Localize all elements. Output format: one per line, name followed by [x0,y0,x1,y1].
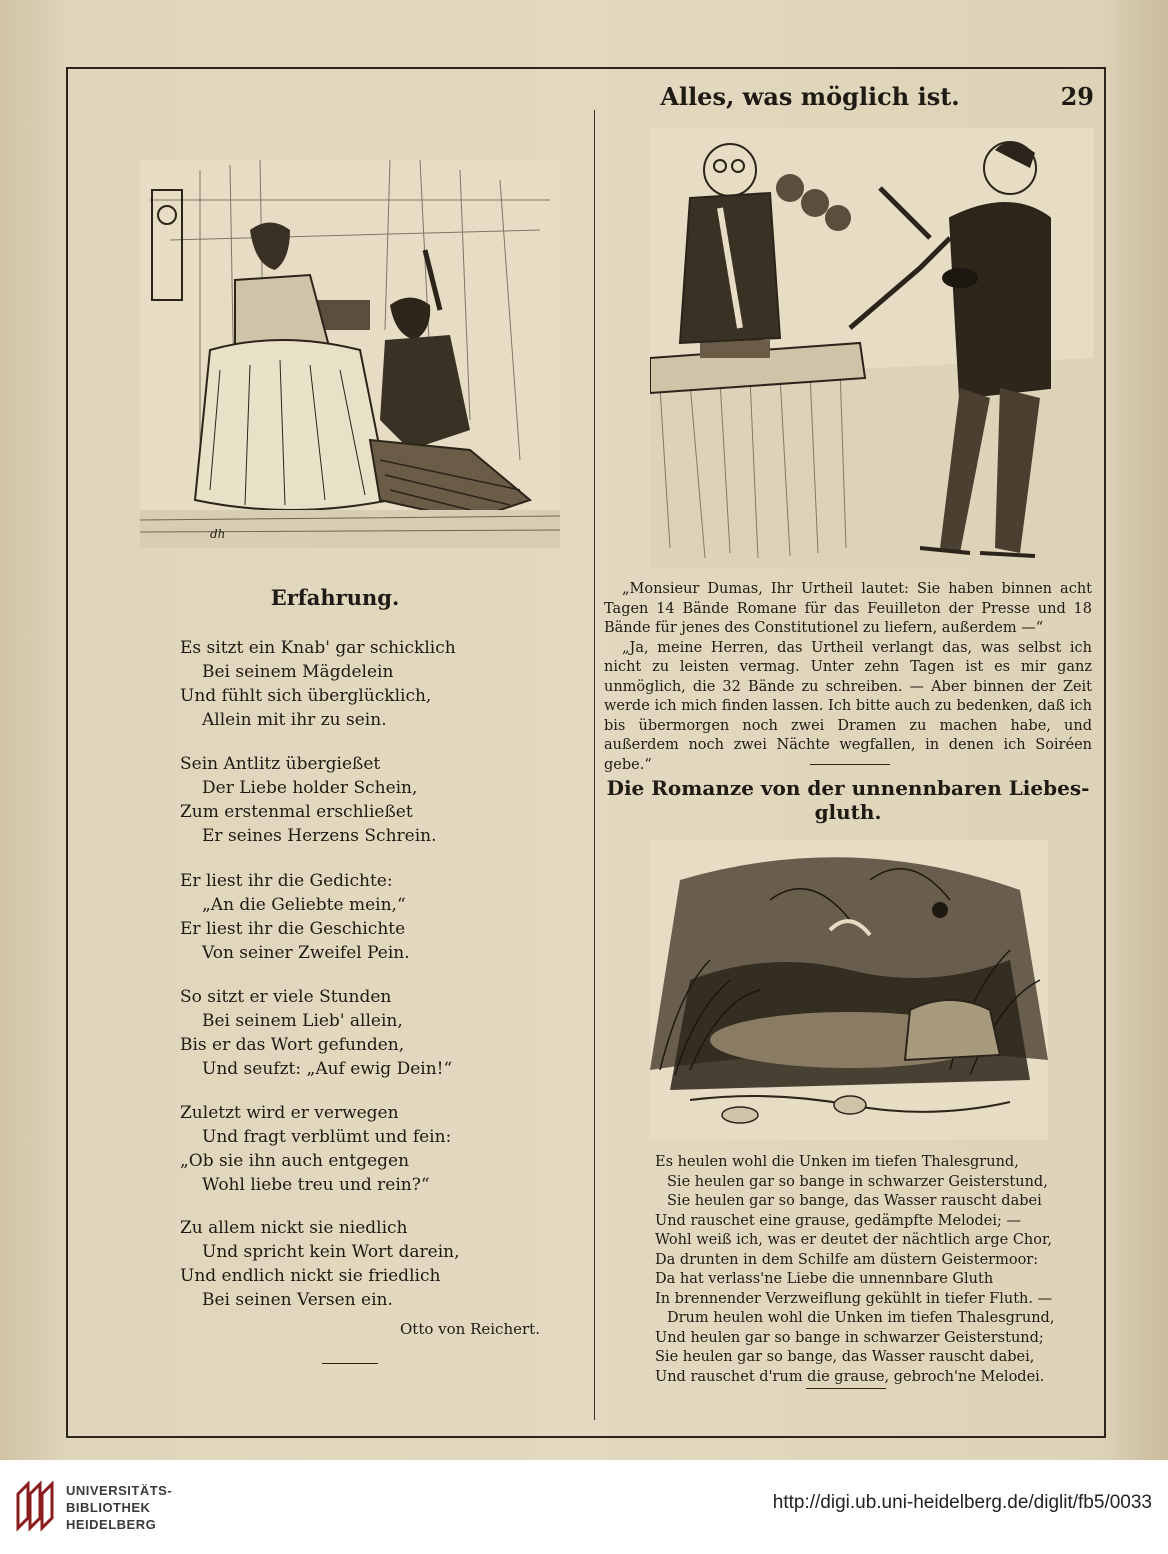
verse-line: In brennender Verzweiflung gekühlt in tiefer Fluth. — [655,1290,1053,1307]
section-rule [810,764,890,765]
verse-line: Von seiner Zweifel Pein. [202,943,410,963]
verse-line: Er seines Herzens Schrein. [202,826,437,846]
illustration-courtship [140,160,560,548]
verse-line: Sie heulen gar so bange, das Wasser rauscht dabei, [655,1349,1035,1365]
header-title: Alles, was möglich ist. [660,82,960,111]
illustration-signature: dh [210,527,226,541]
courtship-engraving [140,160,560,548]
poem-title-erfahrung: Erfahrung. [270,585,400,610]
verse-line: Er liest ihr die Geschichte [180,919,406,939]
verse-line: Und fragt verblümt und fein: [202,1127,452,1147]
verse-line: Und rauschet d'rum die grause, gebroch'ne Melodei. [655,1368,1045,1385]
poem-romanze [655,1153,1095,1387]
end-rule-left [322,1363,378,1364]
verse-line: Bei seinem Lieb' allein, [202,1011,403,1031]
verse-line: So sitzt er viele Stunden [180,987,392,1007]
footer-bar [0,1460,1168,1554]
verse-line: „Ob sie ihn auch entgegen [180,1151,410,1171]
stanza-1 [180,636,570,732]
library-name [66,1482,172,1533]
verse-line: „An die Geliebte mein,“ [202,895,406,915]
verse-line: Bis er das Wort gefunden, [180,1035,405,1055]
dumas-engraving [650,128,1094,568]
section-title-line: gluth. [814,800,882,824]
verse-line: Und fühlt sich überglücklich, [180,686,432,706]
illustration-dumas [650,128,1094,568]
stanza-2 [180,752,570,848]
library-name-line: UNIVERSITÄTS- [66,1483,173,1498]
verse-line: Allein mit ihr zu sein. [202,710,387,730]
verse-line: Und rauschet eine grause, gedämpfte Melodei; — [655,1212,1021,1229]
library-name-line: BIBLIOTHEK [66,1500,151,1515]
library-logo-icon [14,1480,58,1532]
stanza-3 [180,869,570,965]
stanza-5 [180,1101,570,1197]
verse-line: Zum erstenmal erschließet [180,802,413,822]
stanza-4 [180,985,570,1081]
verse-line: Bei seinem Mägdelein [202,662,394,682]
section-title-line: Die Romanze von der unnennbaren Liebes- [606,776,1090,800]
verse-line: Es heulen wohl die Unken im tiefen Thalesgrund, [655,1154,1019,1170]
verse-line: Bei seinen Versen ein. [202,1290,393,1310]
page-header [600,82,1100,116]
verse-line: Wohl liebe treu und rein?“ [202,1175,430,1195]
verse-line: Sie heulen gar so bange, das Wasser rauscht dabei [667,1193,1042,1209]
verse-line: Und endlich nickt sie friedlich [180,1266,441,1286]
verse-line: Der Liebe holder Schein, [202,778,418,798]
caption-paragraph: „Monsieur Dumas, Ihr Urtheil lautet: Sie haben binnen acht Tagen 14 Bände Romane für das Feuilleton der Presse und 18 Bände für jenes des Constitutionel zu liefern, außerdem —“ [604,581,1092,636]
verse-line: Zuletzt wird er verwegen [180,1103,399,1123]
verse-line: Und spricht kein Wort darein, [202,1242,460,1262]
illustration-moor [650,840,1048,1140]
column-divider [594,110,595,1420]
section-title-romanze [604,776,1092,824]
verse-line: Da drunten in dem Schilfe am düstern Geistermoor: [655,1251,1039,1268]
end-rule-right [806,1388,886,1389]
verse-line: Es sitzt ein Knab' gar schicklich [180,638,456,658]
verse-line: Er liest ihr die Gedichte: [180,871,393,891]
dumas-caption [604,580,1092,775]
verse-line: Zu allem nickt sie niedlich [180,1218,408,1238]
source-url-link[interactable]: http://digi.ub.uni-heidelberg.de/diglit/fb5/0033 [772,1492,1152,1513]
verse-line: Und seufzt: „Auf ewig Dein!“ [202,1059,453,1079]
verse-line: Sie heulen gar so bange in schwarzer Geisterstund, [667,1173,1048,1190]
caption-paragraph: „Ja, meine Herren, das Urtheil verlangt das, was selbst ich nicht zu leisten vermag. Unter zehn Tagen ist es mir ganz unmöglich, die 32 Bände zu schreiben. — Aber binnen der Zeit werde ich mich finden lassen. Ich bitte auch zu bedenken, daß ich bis übermorgen noch zwei Dramen zu machen habe, und außerdem noch zwei Nächte wegfallen, in denen ich Soiréen gebe.“ [604,639,1092,773]
verse-line: Sein Antlitz übergießet [180,754,381,774]
verse-line: Wohl weiß ich, was er deutet der nächtlich arge Chor, [655,1232,1052,1248]
page-number: 29 [1060,82,1094,111]
library-name-line: HEIDELBERG [66,1517,157,1532]
verse-line: Drum heulen wohl die Unken im tiefen Thalesgrund, [667,1310,1055,1326]
verse-line: Und heulen gar so bange in schwarzer Geisterstund; [655,1329,1044,1346]
moor-engraving [650,840,1048,1140]
poem-author: Otto von Reichert. [400,1320,540,1338]
stanza-6 [180,1216,570,1312]
verse-line: Da hat verlass'ne Liebe die unnennbare Gluth [655,1271,994,1287]
